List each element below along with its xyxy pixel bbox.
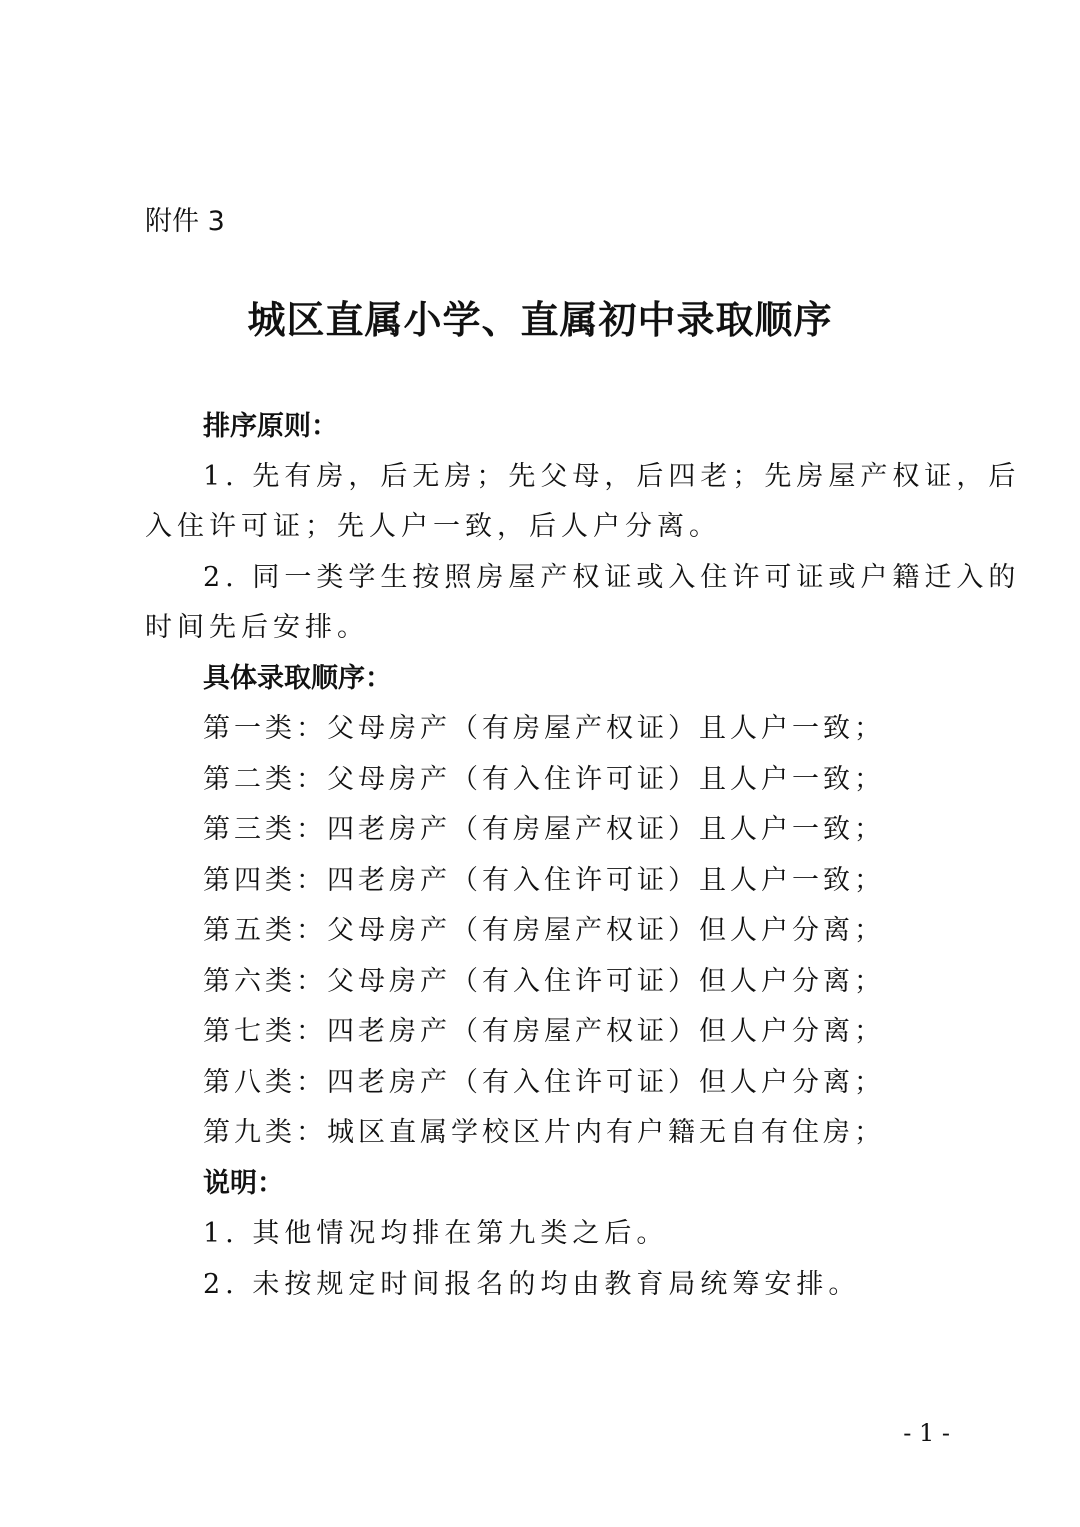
- order-item-7: 第七类：四老房产（有房屋产权证）但人户分离；: [203, 1016, 885, 1047]
- order-item-4: 第四类：四老房产（有入住许可证）且人户一致；: [203, 865, 885, 896]
- order-heading: 具体录取顺序：: [203, 663, 392, 694]
- page-number: - 1 -: [903, 1419, 950, 1447]
- principle-1-line-1: 1. 先有房，后无房；先父母，后四老；先房屋产权证，后: [203, 461, 1021, 492]
- principle-2-line-2: 时间先后安排。: [145, 612, 369, 643]
- notes-heading: 说明：: [203, 1168, 284, 1199]
- document-title: 城区直属小学、直属初中录取顺序: [247, 297, 833, 342]
- principle-2-line-1: 2. 同一类学生按照房屋产权证或入住许可证或户籍迁入的: [203, 562, 1021, 593]
- order-item-2: 第二类：父母房产（有入住许可证）且人户一致；: [203, 764, 885, 795]
- order-item-3: 第三类：四老房产（有房屋产权证）且人户一致；: [203, 814, 885, 845]
- note-item-1: 1. 其他情况均排在第九类之后。: [203, 1218, 669, 1249]
- note-item-2: 2. 未按规定时间报名的均由教育局统筹安排。: [203, 1269, 861, 1300]
- order-item-5: 第五类：父母房产（有房屋产权证）但人户分离；: [203, 915, 885, 946]
- attachment-label: 附件 3: [145, 206, 225, 237]
- order-item-1: 第一类：父母房产（有房屋产权证）且人户一致；: [203, 713, 885, 744]
- order-item-8: 第八类：四老房产（有入住许可证）但人户分离；: [203, 1067, 885, 1098]
- order-item-9: 第九类：城区直属学校区片内有户籍无自有住房；: [203, 1117, 885, 1148]
- principles-heading: 排序原则：: [203, 411, 338, 442]
- order-item-6: 第六类：父母房产（有入住许可证）但人户分离；: [203, 966, 885, 997]
- principle-1-line-2: 入住许可证；先人户一致，后人户分离。: [145, 511, 721, 542]
